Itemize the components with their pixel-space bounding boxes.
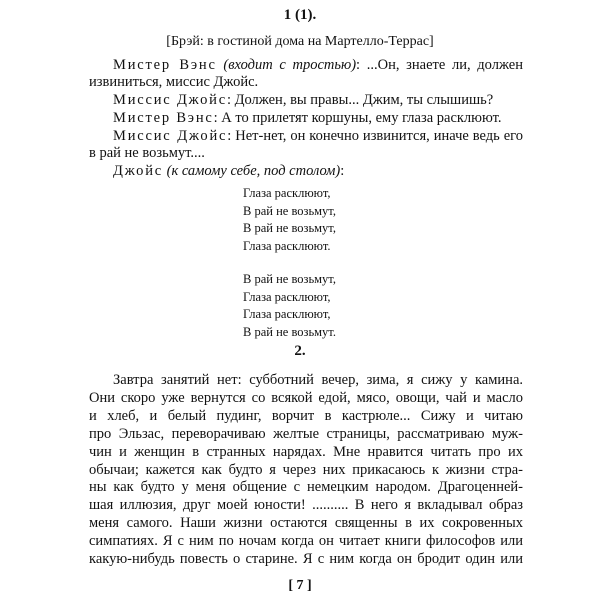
poem-line: В рай не возьмут, <box>243 272 336 286</box>
poem-line: Глаза расклюют, <box>243 289 331 304</box>
poem-line: Глаза расклюют, <box>243 186 331 200</box>
speaker-name: Джойс <box>113 163 163 179</box>
speaker-name: Мистер Вэнс <box>113 57 217 73</box>
prose-line: меня самого. Наши жизни остаются священны в их сокровенных <box>89 515 523 532</box>
poem-line: В рай не возьмут, <box>243 203 336 218</box>
prose-line: ны как будто у меня общение с немецким народом. Драгоценней- <box>89 479 523 496</box>
prose-line: Они скоро уже вернутся со всякой едой, мясо, овощи, чай и масло <box>89 389 523 406</box>
poem-line: Глаза расклюют. <box>243 238 331 253</box>
dialogue-line <box>89 92 523 109</box>
prose-line: шая иллюзия, друг моей юности! .......... В него я вкладывал образ <box>89 497 523 514</box>
dialogue-line <box>89 57 523 91</box>
poem-line: Глаза расклюют, <box>243 307 331 321</box>
stage-direction: [Брэй: в гостиной дома на Мартелло-Террас] <box>166 34 434 49</box>
dialogue-line <box>89 110 523 127</box>
poem-stanza <box>243 185 336 255</box>
separator: : <box>340 163 345 179</box>
poem <box>243 185 336 357</box>
prose-line: про Эльзас, переворачиваю желтые страницы, рассматриваю муж- <box>89 425 523 442</box>
stage-remark: (к самому себе, под столом) <box>166 163 341 179</box>
speaker-name: Мистер Вэнс <box>113 110 214 126</box>
dialogue-block <box>89 57 523 181</box>
dialogue-text: ...Он, знаете ли, должен извиниться, миссис Джойс. <box>89 57 523 90</box>
separator: : <box>227 128 236 144</box>
separator: : <box>226 92 235 108</box>
prose-line: какую-нибудь повесть о старине. Я с ним когда он бродит один или <box>89 551 523 568</box>
section-heading-1: 1 (1). <box>283 7 317 23</box>
prose-paragraph <box>89 372 523 569</box>
section-heading-2: 2. <box>294 343 306 359</box>
prose-line: обычаи; кажется как будто я через них прикасаюсь к жизни стра- <box>89 461 523 478</box>
poem-line: В рай не возьмут, <box>243 221 336 235</box>
speaker-name: Миссис Джойс <box>113 92 227 108</box>
prose-line: чин и женщин в странных нарядах. Мне нравится читать про их <box>89 443 523 460</box>
separator: : <box>356 57 367 73</box>
dialogue-line <box>89 128 523 162</box>
dialogue-line <box>89 163 523 180</box>
poem-line: В рай не возьмут. <box>243 324 336 339</box>
prose-line: Завтра занятий нет: субботний вечер, зима, я сижу у камина. <box>113 372 523 388</box>
stage-remark: (входит с тростью) <box>223 57 357 73</box>
separator: : <box>213 110 222 126</box>
dialogue-text: Нет-нет, он конечно извинится, иначе ведь его в рай не возьмут.... <box>89 128 523 161</box>
speaker-name: Миссис Джойс <box>113 128 228 144</box>
dialogue-text: Должен, вы правы... Джим, ты слышишь? <box>234 92 494 108</box>
prose-line: и хлеб, и белый пудинг, ворчит в кастрюле... Сижу и читаю <box>89 407 523 424</box>
dialogue-text: А то прилетят коршуны, ему глаза расклюют. <box>221 110 502 126</box>
page-number: [ 7 ] <box>288 578 312 593</box>
prose-line: симпатиях. Я с ним по ночам когда он читает книги философов или <box>89 533 523 550</box>
poem-stanza <box>243 271 336 341</box>
